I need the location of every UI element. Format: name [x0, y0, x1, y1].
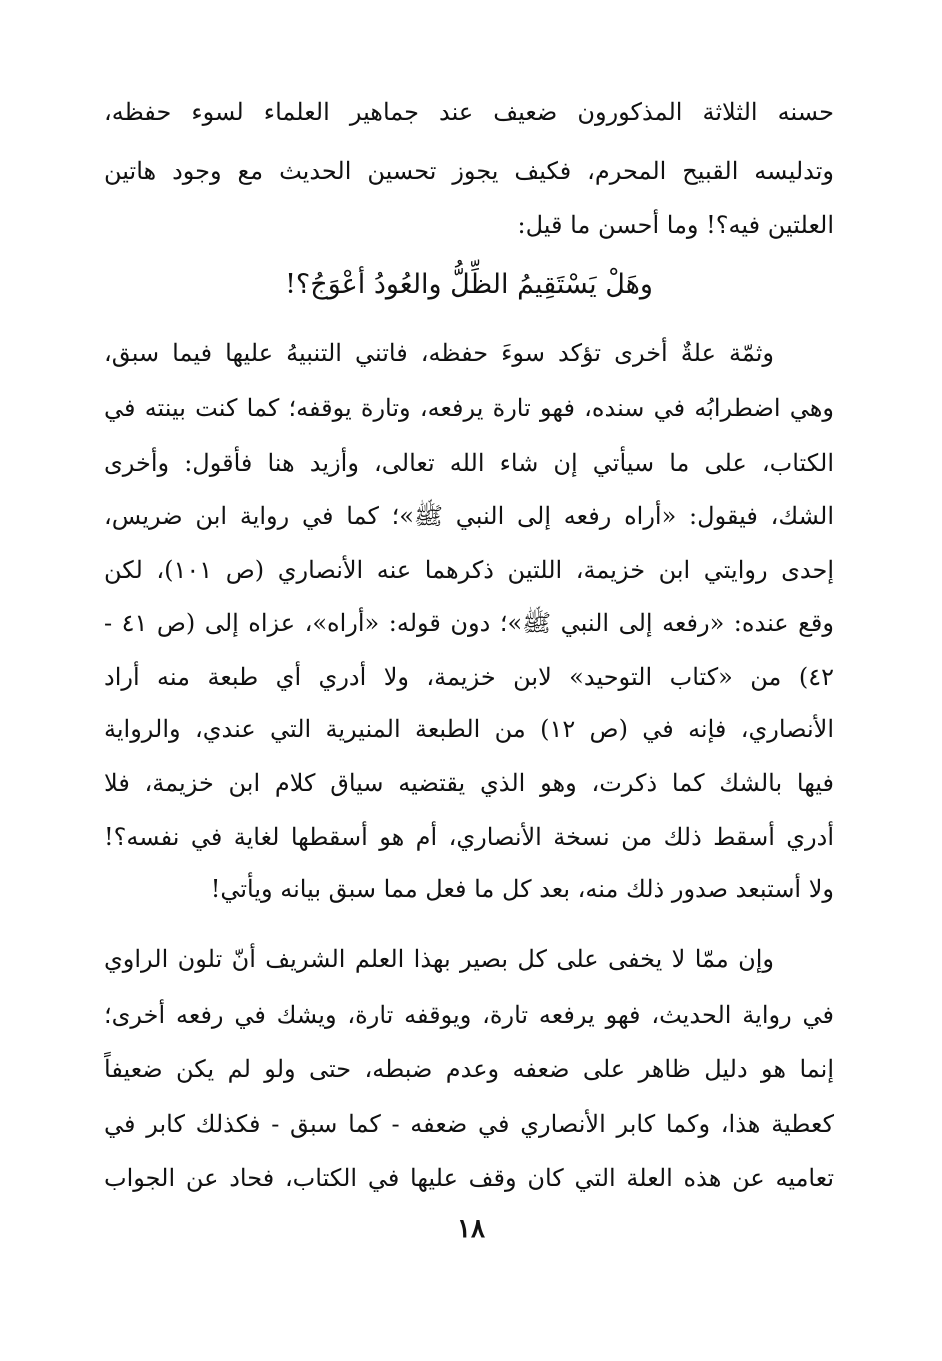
page-number: ١٨: [457, 1214, 485, 1244]
text-line-7: الكتاب، على ما سيأتي إن شاء الله تعالى، وأزيد هنا فأقول: وأخرى: [104, 449, 834, 477]
text-line-11: ٤٢) من «كتاب التوحيد» لابن خزيمة، ولا أدري أي طبعة منه أراد: [104, 663, 834, 691]
text-line-5: وثمّة علةٌ أخرى تؤكد سوءَ حفظه، فاتني التنبيهُ عليها فيما سبق،: [104, 339, 774, 367]
text-line-10: وقع عنده: «رفعه إلى النبي ﷺ»؛ دون قوله: «أراه»، عزاه إلى (ص ٤١ -: [104, 609, 834, 637]
text-line-8: الشك، فيقول: «أراه رفعه إلى النبي ﷺ»؛ كما في رواية ابن ضريس،: [104, 502, 834, 530]
text-line-2: وتدليسه القبيح المحرم، فكيف يجوز تحسين الحديث مع وجود هاتين: [104, 157, 834, 185]
text-line-12: الأنصاري، فإنه في (ص ١٢) من الطبعة المنيرية التي عندي، والرواية: [104, 715, 834, 743]
text-line-19: كعطية هذا، وكما كابر الأنصاري في ضعفه - كما سبق - فكذلك كابر في: [104, 1110, 834, 1138]
verse-line: وهَلْ يَسْتَقِيمُ الظِّلُّ والعُودُ أعْوَجُ؟!: [285, 269, 653, 300]
text-line-14: أدري أسقط ذلك من نسخة الأنصاري، أم هو أسقطها لغاية في نفسه؟!: [104, 823, 834, 851]
text-line-9: إحدى روايتي ابن خزيمة، اللتين ذكرهما عنه الأنصاري (ص ١٠١)، لكن: [104, 556, 834, 584]
text-line-16: وإن ممّا لا يخفى على كل بصير بهذا العلم الشريف أنّ تلون الراوي: [104, 945, 774, 973]
text-line-13: فيها بالشك كما ذكرت، وهو الذي يقتضيه سياق كلام ابن خزيمة، فلا: [104, 769, 834, 797]
text-line-15: ولا أستبعد صدور ذلك منه، بعد كل ما فعل مما سبق بيانه ويأتي!: [210, 875, 834, 903]
text-line-1: حسنه الثلاثة المذكورون ضعيف عند جماهير العلماء لسوء حفظه،: [104, 98, 834, 126]
text-line-20: تعاميه عن هذه العلة التي كان وقف عليها في الكتاب، فحاد عن الجواب: [104, 1164, 834, 1192]
text-line-18: إنما هو دليل ظاهر على ضعفه وعدم ضبطه، حتى ولو لم يكن ضعيفاً: [104, 1055, 834, 1083]
text-line-6: وهي اضطرابُه في سنده، فهو تارة يرفعه، وتارة يوقفه؛ كما كنت بينته في: [104, 394, 834, 422]
text-line-3: العلتين فيه؟! وما أحسن ما قيل:: [517, 211, 834, 239]
text-line-17: في رواية الحديث، فهو يرفعه تارة، ويوقفه تارة، ويشك في رفعه أخرى؛: [104, 1001, 834, 1029]
